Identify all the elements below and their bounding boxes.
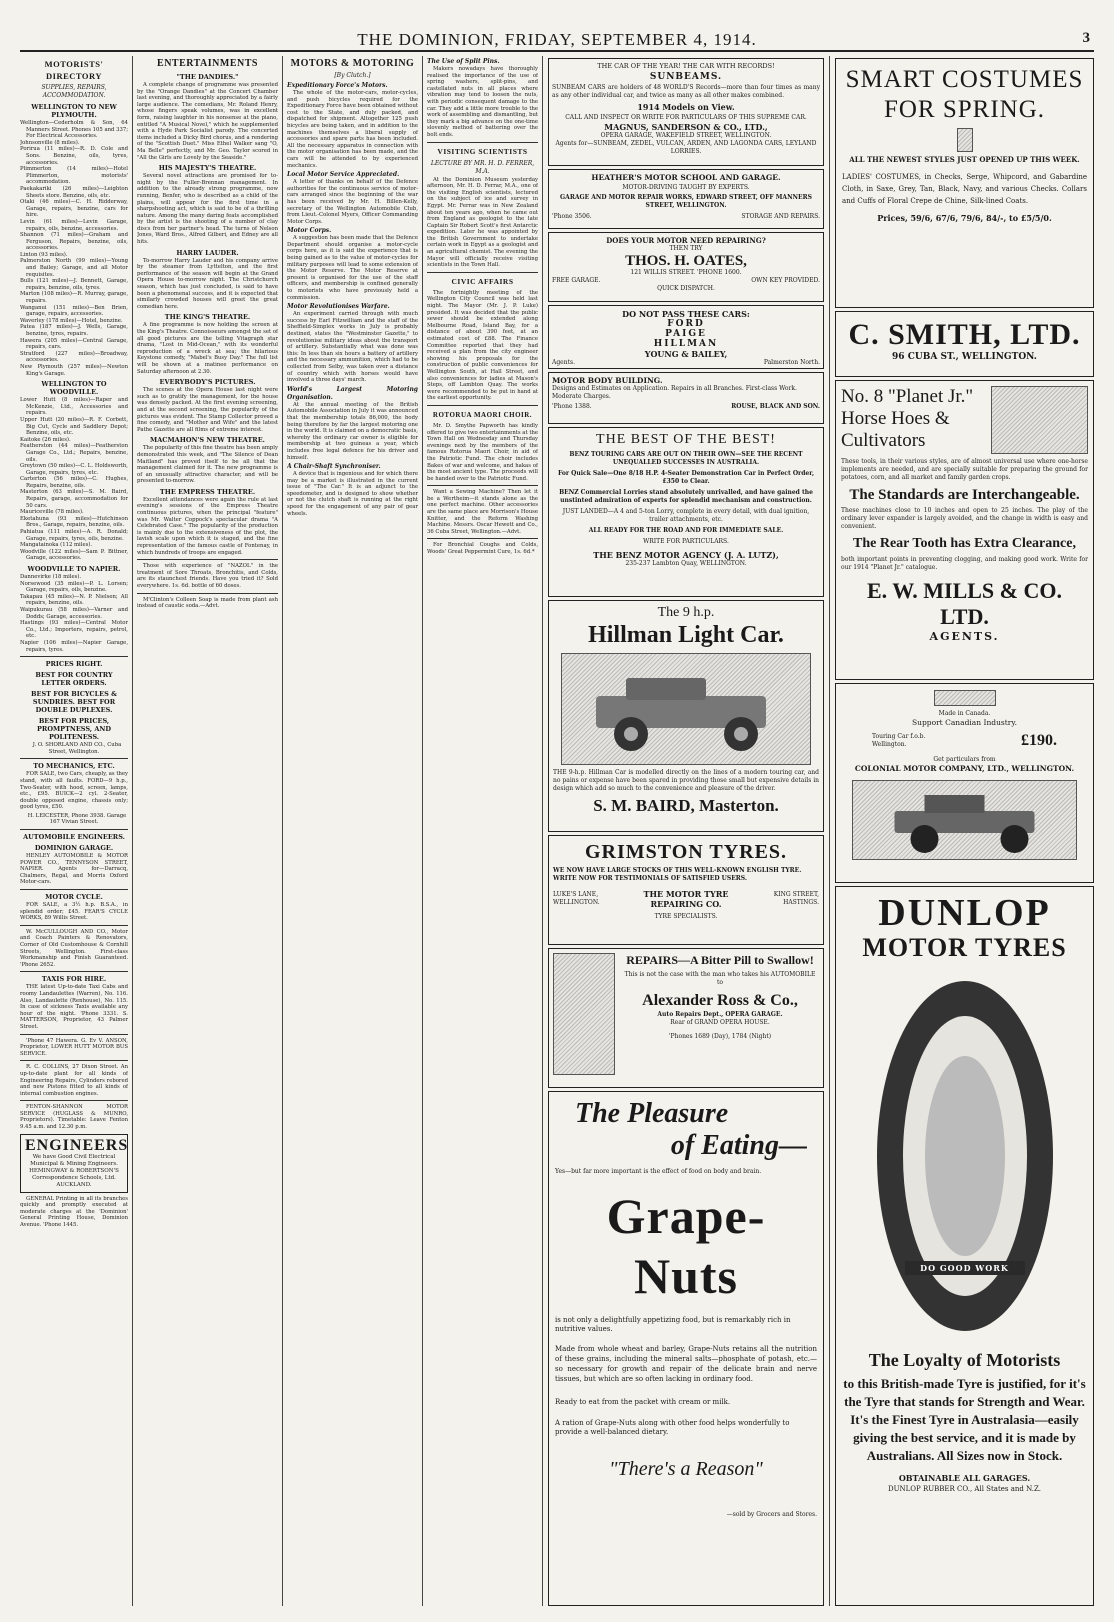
list-item: Porirua (11 miles)—R. D. Cole and Sons. Benzine, oils, tyres, accessories. <box>20 146 128 166</box>
sunbeam-dealer: MAGNUS, SANDERSON & CO., LTD., <box>604 122 768 132</box>
mills-name: E. W. MILLS & CO. LTD. <box>867 578 1062 629</box>
dunlop-ad <box>835 886 1094 1606</box>
article-subhead: THE EMPRESS THEATRE. <box>159 487 256 496</box>
page-number: 3 <box>1082 30 1090 46</box>
hillman-body: THE 9-h.p. Hillman Car is modelled directly on the lines of a modern touring car, and no pains or expense have been spared in providing those small but expensive details in design which add so much to the convenience and pleasure of the driver. <box>553 769 819 792</box>
prices-right: PRICES RIGHT. <box>45 660 103 669</box>
grimston-ad <box>548 835 824 945</box>
list-item: Pahiatua (111 miles)—A. R. Donald; Garage, repairs, tyres, oils, benzine. <box>20 529 128 542</box>
cars-dealer: YOUNG & BAILEY, <box>644 349 728 359</box>
sunbeam-models: 1914 Models on View. <box>637 102 735 112</box>
heather-line: GARAGE AND MOTOR REPAIR WORKS, EDWARD STREET, OFF MANNERS STREET, WELLINGTON. <box>560 194 812 209</box>
grimston-lane: LUKE'S LANE, WELLINGTON. <box>553 891 600 906</box>
article-subhead: MACMAHON'S NEW THEATRE. <box>150 436 265 445</box>
directory-subheading: SUPPLIES, REPAIRS, ACCOMMODATION. <box>41 84 107 99</box>
directory-heading: MOTORISTS' DIRECTORY <box>44 59 104 81</box>
entertainments-column <box>137 56 278 1606</box>
directory-section-title: WOODVILLE TO NAPIER. <box>27 565 121 573</box>
benz-dealer: THE BENZ MOTOR AGENCY (J. A. LUTZ), <box>593 550 779 560</box>
list-item: Bulls (121 miles)—J. Bennett, Garage, repairs, benzine, oils, tyres. <box>20 278 128 291</box>
article-body: To-morrow Harry Lauder and his company arrive by the steamer from Lyttelton, and the first performance of the season will begin at the Grand Opera House to-morrow night. The Christchurch season, which has just concluded, is said to have been a phenomenal success, and it is expected that similarly crowded houses will greet the great comedian here. <box>137 257 278 310</box>
list-item: Johnsonville (8 miles). <box>20 139 80 146</box>
directory-list <box>20 397 128 562</box>
article-subhead: Local Motor Service Appreciated. <box>287 171 400 179</box>
rouse-phone: 'Phone 1388. <box>552 403 592 410</box>
news-column <box>427 56 538 1606</box>
leicester-ad: H. LEICESTER, Phone 3938. Garage 167 Vivian Street. <box>27 812 127 826</box>
article-subhead: The Use of Split Pins. <box>427 58 500 65</box>
canada-line: Get particulars from <box>933 756 996 763</box>
heather-phone: 'Phone 3506. <box>552 213 592 220</box>
article-body: A device that is ingenious and for which there may be a market is illustrated in the current issue of "The Car." It is an adjunct to the speedometer, and is designed to show whether or not the clutch shaft is running at the right speed for the engagement of any pair of gear wheels. <box>287 471 418 517</box>
list-item: FORD <box>667 319 705 329</box>
planet-head: No. 8 "Planet Jr." <box>841 386 974 407</box>
list-item: Hawera (205 miles)—Central Garage, repairs, cars. <box>20 337 128 351</box>
article-subhead: A Chair-Shaft Synchroniser. <box>287 463 381 471</box>
hillman-dealer: S. M. BAIRD, Masterton. <box>593 796 779 815</box>
best-line: BEST FOR COUNTRY LETTER ORDERS. <box>35 671 113 688</box>
grapenuts-sold: —sold by Grocers and Stores. <box>726 1511 817 1518</box>
list-item: Paekakariki (26 miles)—Leighton Sheets store. Benzine, oils, etc. <box>20 185 128 199</box>
benz-line: BENZ TOURING CARS ARE OUT ON THEIR OWN—SEE THE RECENT UNEQUALLED SUCCESSES IN AUSTRALIA. <box>569 451 803 466</box>
planet-line: These machines close to 10 inches and open to 25 inches. The play of the ordinary lever expander is largely avoided, and the change in width is easy and convenient. <box>841 507 1088 530</box>
heather-storage: STORAGE AND REPAIRS. <box>741 213 820 220</box>
repairs-phones: 'Phones 1689 (Day), 1784 (Night) <box>668 1033 772 1040</box>
dunlop-headline: The Loyalty of Motorists <box>868 1350 1061 1370</box>
list-item: Waipukurau (58 miles)—Varner and Dodds; Garage, accessories. <box>20 606 128 620</box>
canada-line: Made in Canada. <box>938 710 991 717</box>
sunbeam-agents: Agents for—SUNBEAM, ZEDEL, VULCAN, ARDEN, AND LAGONDA CARS, LEYLAND LORRIES. <box>555 140 817 155</box>
costumes-line: LADIES' COSTUMES, in Checks, Serge, Whipcord, and Gabardine Cloth, in Saxe, Grey, Tan, Black, Navy, and various Checks. Collars and Cuffs of Floral Crepe de Chine, Silk-lined Coats. <box>842 173 1087 205</box>
list-item: Greytown (50 miles)—C. L. Holdsworth, Garage, repairs, tyres, etc. <box>20 463 128 476</box>
benz-line: BENZ Commercial Lorries stand absolutely unrivalled, and have gained the unstinted admiration of experts for splendid mechanism and construction. <box>559 489 813 504</box>
nazol-ad: Those with experience of "NAZOL" in the treatment of Sore Throats, Bronchitis, and Colds, are its staunchest friends. Have you tried it? Sold everywhere. 1s. 6d. bottle of 60 doses. <box>137 563 278 589</box>
canada-line: Support Canadian Industry. <box>912 718 1017 727</box>
benz-line: For Quick Sale—One 8/18 H.P. 4-Seater Demonstration Car in Perfect Order, £350 to Clear. <box>557 470 815 485</box>
canada-dealer: COLONIAL MOTOR COMPANY, LTD., WELLINGTON. <box>854 764 1075 773</box>
planet-head: Horse Hoes & <box>841 408 950 429</box>
list-item: Mauriceville (78 miles). <box>20 509 84 516</box>
planet-head: Cultivators <box>841 430 926 451</box>
ross-repairs-ad <box>548 948 824 1088</box>
list-item: Waverley (178 miles)—Hotel, benzine. <box>20 317 123 324</box>
entertainments-heading: ENTERTAINMENTS <box>157 58 258 69</box>
cars-agents: Agents. <box>552 359 575 366</box>
column-rule <box>422 56 423 1606</box>
masthead <box>20 30 1094 52</box>
maple-leaf-icon <box>934 690 996 706</box>
benz-address: 235-237 Lambton Quay, WELLINGTON. <box>625 560 747 567</box>
benz-line: WRITE FOR PARTICULARS. <box>643 538 729 545</box>
taxis-body: THE latest Up-to-date Taxi Cabs and roomy Landaulettes (Warren), No. 116. Also, Landaulette (Renhouse), No. 115. In case of sickness Taxis available any hour of the night. 'Phone 3331. S. MATTERSON, Proprietor, 43 Palmer Street. <box>20 984 128 1030</box>
costumes-prices: Prices, 59/6, 67/6, 79/6, 84/-, to £5/5/0. <box>877 213 1052 223</box>
list-item: Napier (106 miles)—Napier Garage, repairs, tyres. <box>20 639 128 653</box>
rotorua-body: Mr. D. Smythe Papworth has kindly offered to give two entertainments at the Town Hall on Wednesday and Thursday evenings next by the members of the famous Rotorua Maori Choir, in aid of the Patriotic Fund. The choir includes Bakes of war and welcome, and hakas of the most ancient type. The proceeds will be handed over to the Patriotic Fund. <box>427 422 538 482</box>
article-body: The scenes at the Opera House last night were such as to gratify the management, for the house was densely packed. At the first evening screening, and at the second screening, the popularity of the pictures was evident. The Stamp Collector proved a fine comedy, and "Mother and Wife" and the latest Pathe Gazette are all films of extreme interest. <box>137 387 278 433</box>
sunbeam-call: CALL AND INSPECT OR WRITE FOR PARTICULARS OF THIS SUPREME CAR. <box>565 114 807 121</box>
benz-line: JUST LANDED—A 4 and 5-ton Lorry, complete in every detail, with dual ignition, trailer attachments, etc. <box>562 508 810 523</box>
rotorua-heading: ROTORUA MAORI CHOIR. <box>432 410 533 419</box>
visiting-body: At the Dominion Museum yesterday afternoon, Mr. H. D. Ferrar, M.A., one of the visiting English scientists, lectured on the subject of ice and survey in Egypt. Mr. Ferrar was in New Zealand about ten years ago, when he came out from England as geologist to the late Captain Sir Robert Scott's first Antarctic expedition. Later he was appointed by the British Government to undertake certain work in Egypt as a geologist and an agricultural chemist. The evening the Mayor will officially receive visiting scientists in the Town Hall. <box>427 176 538 269</box>
car-illustration <box>561 653 811 765</box>
list-item: Eketahuna (93 miles)—Hutchinson Bros., Garage, repairs, benzine, oils. <box>20 515 128 529</box>
smith-name: C. SMITH, LTD. <box>848 318 1081 351</box>
dunlop-brand: DUNLOP <box>878 892 1051 934</box>
motoring-column <box>287 56 418 1606</box>
heather-head: HEATHER'S MOTOR SCHOOL AND GARAGE. <box>591 173 781 182</box>
dunlop-line: DUNLOP RUBBER CO., All States and N.Z. <box>888 1485 1041 1493</box>
oates-ad <box>548 232 824 302</box>
planet-tooth: The Rear Tooth has Extra Clearance, <box>853 536 1076 551</box>
car-list <box>552 319 820 349</box>
man-illustration <box>553 953 615 1075</box>
car-icon <box>562 654 810 764</box>
planet-standards: The Standards are Interchangeable. <box>849 487 1080 503</box>
collins-ad: R. C. COLLINS, 27 Dixon Street. An up-to-date plant for all kinds of Engineering Repairs, Cylinders rebored and new Pistons fitted to all kinds of internal combustion engines. <box>20 1064 128 1097</box>
dunlop-body: to this British-made Tyre is justified, for it's the Tyre that stands for Strength and Wear. It's the Finest Tyre in Australasia—easily giving the best service, and it is made by Australians. All Sizes now in Stock. <box>843 1376 1086 1463</box>
mechanics-heading: TO MECHANICS, ETC. <box>33 762 115 771</box>
rouse-ad <box>548 372 824 424</box>
grimston-king: KING STREET, HASTINGS. <box>773 891 819 906</box>
cars-town: Palmerston North. <box>763 359 820 366</box>
auto-engineers-heading: AUTOMOBILE ENGINEERS. <box>23 833 125 842</box>
list-item: Mangatainoka (112 miles). <box>20 542 93 549</box>
list-item: Masterton (63 miles)—S. M. Baird, Repairs, garage, accommodation for 50 cars. <box>20 489 128 509</box>
costumes-ad <box>835 58 1094 308</box>
grapenuts-line: is not only a delightfully appetizing food, but is remarkably rich in nutritive values. <box>555 1316 791 1333</box>
repairs-line: Rear of GRAND OPERA HOUSE. <box>670 1019 770 1026</box>
oates-then: THEN TRY <box>669 245 703 252</box>
list-item: Plimmerton (14 miles)—Hotel Plimmerton, motorists' accommodation. <box>20 166 128 186</box>
costumes-headline: FOR SPRING. <box>883 96 1046 123</box>
list-item: Shannon (71 miles)—Graham and Ferguson, Repairs, benzine, oils, accessories. <box>20 232 128 252</box>
young-bailey-ad <box>548 305 824 369</box>
article-body: A complete change of programme was presented by the "Orange Dandies" at the Concert Chamber last evening, and thoroughly appreciated by a fairly large audience. The comedians, Mr. Roland Henry, whose fingers speak volumes, was in excellent form, raising laughter in his nonsense at the piano, entitled "A Musical Novel," which he supplemented with a Hyde Park Socialist parody. The concerted items included a Dicky Bird chorus, and a rendering of the "Scottish Duet." Miss Ethel Walker sang "O, Ma Belle" perfectly, and Mr. Geo. Taylor scored in "All the Girls are Lovely by the Seaside." <box>137 82 278 161</box>
list-item: PAIGE <box>665 329 707 339</box>
soap-ad: M'Clinton's Colleen Soap is made from plant ash instead of caustic soda.—Advt. <box>137 596 278 610</box>
grapenuts-ad <box>548 1091 824 1606</box>
printing-ad: GENERAL Printing in all its branches quickly and promptly executed at moderate charges at the 'Dominion' General Printing House, Dominion Avenue. 'Phone 1445. <box>20 1195 128 1229</box>
article-subhead: Motor Revolutionises Warfare. <box>287 303 390 311</box>
list-item: Linton (93 miles). <box>20 251 68 258</box>
planet-line: These tools, in their various styles, are of almost universal use where one-horse implements are needed, and are specially suitable for preparing the ground for potatoes, corn, and all market and family garden crops. <box>841 458 1088 481</box>
grapenuts-line: Made from whole wheat and barley, Grape-Nuts retains all the nutrition of these grains, including the mineral salts—phosphate of potash, etc.—so necessary for growth and repair of the delicate brain and nerve tissues, but which are so often lacking in ordinary food. <box>555 1345 817 1383</box>
grimston-spec: TYRE SPECIALISTS. <box>654 913 718 920</box>
tyre-illustration <box>870 971 1060 1341</box>
cars-head: DO NOT PASS THESE CARS: <box>622 309 750 319</box>
motorists-directory-column <box>20 56 128 1606</box>
hillman-head: The 9 h.p. <box>657 605 715 620</box>
repairs-name: Alexander Ross & Co., <box>642 992 798 1009</box>
article-subhead: "THE DANDIES." <box>176 73 239 81</box>
civic-body: The fortnightly meeting of the Wellington City Council was held last night. The Mayor (Mr. J. P. Luke) presided. It was decided that the public sewer should be extended along Melbourne Road, Island Bay, for a distance of about 390 feet, at an estimated cost of £88. The Finance Committee reported that they had received a plan from the city engineer showing his proposals for the construction of public conveniences for Wellington South, at Hall Street, and also conveniences for ladies at Mason's Steps, off Lambton Quay. The works were recommended to be put in hand at the earliest opportunity. <box>427 289 538 402</box>
heather-ad <box>548 169 824 229</box>
article-subhead: Motor Corps. <box>287 227 332 235</box>
engineers-body: We have Good Civil Electrical Municipal & Mining Engineers. HEMINGWAY & ROBERTSON'S Correspondence Schools, Ltd. AUCKLAND. <box>29 1153 119 1188</box>
mills-agents: AGENTS. <box>929 630 1000 643</box>
list-item: Woodville (122 miles)—Sam P. Bittner, Garage, accessories. <box>20 548 128 562</box>
tyre-icon <box>870 971 1060 1341</box>
dunlop-line: OBTAINABLE ALL GARAGES. <box>898 1473 1031 1483</box>
list-item: Takapau (45 miles)—N. P. Nielsen; All repairs, benzine, oils. <box>20 593 128 607</box>
list-item: Wellington—Cederholm & Son, 64 Manners Street. Phones 105 and 337; For Electrical Accessories. <box>20 120 128 140</box>
visiting-sub: LECTURE BY MR. H. D. FERRER, M.A. <box>430 159 535 175</box>
dunlop-badge: DO GOOD WORK <box>905 1261 1025 1275</box>
list-item: Lower Hutt (8 miles)—Raper and McKenzie, Ltd., Accessories and repairs. <box>20 397 128 417</box>
article-body: At the annual meeting of the British Automobile Association in July it was announced that the membership totals 86,000, the body being therefore by far the largest motoring one in the world. It is claimed on a democratic basis, whereby the ordinary car owner is eligible for membership at two guineas a year, which includes free legal defence for his driver and himself. <box>287 401 418 461</box>
oates-quick: QUICK DISPATCH. <box>657 285 715 292</box>
heather-line: MOTOR-DRIVING TAUGHT BY EXPERTS. <box>622 184 750 191</box>
mccullough-ad: W. McCULLOUGH AND CO., Motor and Coach Painters & Renovators, Corner of Old Customhouse & Cornhill Streets, Wellington. First-class Workmanship and Finish Guaranteed. 'Phone 2652. <box>20 928 128 968</box>
benz-head: THE BEST OF THE BEST! <box>596 432 776 447</box>
article-body: The whole of the motor-cars, motor-cycles, and push bicycles required for the Expeditionary Force have been obtained without cost to the State, and duly packed, and dispatched for shipment. Altogether 125 push bicycles are being taken, and in addition to the machines themselves a liberal supply of accessories and spare parts has been included. All the necessary apparatus in connection with the motor organisation has been made, and the cars will be attended to by experienced mechanics. <box>287 90 418 169</box>
best-line: BEST FOR PRICES, PROMPTNESS, AND POLITENESS. <box>37 717 111 742</box>
shorland-ad: J. O. SHORLAND AND CO., Cuba Street, Wellington. <box>32 742 122 755</box>
best-line: BEST FOR BICYCLES & SUNDRIES. BEST FOR DOUBLE DUPLEXES. <box>31 690 117 715</box>
list-item: Kaitoke (26 miles). <box>20 436 71 443</box>
oates-address: 121 WILLIS STREET. 'PHONE 1600. <box>630 269 742 276</box>
sunbeam-body: SUNBEAM CARS are holders of 48 WORLD'S Records—more than four times as many as any other individual car, and twice as many as all other makes combined. <box>552 84 820 99</box>
smith-ad <box>835 311 1094 377</box>
grimston-company: THE MOTOR TYRE REPAIRING CO. <box>643 889 729 909</box>
fenton-ad: FENTON-SHANNON MOTOR SERVICE (HUGLASS & MUNRO, Proprietors). Timetable: Leave Fenton 9.45 a.m. and 12.30 p.m. <box>20 1104 128 1131</box>
grapenuts-slogan: "There's a Reason" <box>609 1458 763 1480</box>
article-subhead: HIS MAJESTY'S THEATRE. <box>158 164 257 173</box>
planet-line: both important points in preventing clogging, and making good work. Write for our 1914 "Planet Jr." catalogue. <box>841 556 1088 571</box>
list-item: Stratford (227 miles)—Broadway, accessories. <box>20 350 128 364</box>
list-item: Levin (61 miles)—Levin Garage, repairs, oils, benzine, accessories. <box>20 218 128 232</box>
visiting-heading: VISITING SCIENTISTS <box>437 146 528 156</box>
article-body: Makers nowadays have thoroughly realised the importance of the use of spring washers, split-pins, and castellated nuts in all places where vibration may tend to loosen the nuts, with periodic consequent damage to the car. They add a little more trouble to the work of assembling and dismantling, but they mark a big advance on the one-time slovenly method of battering over the bolt ends. <box>427 66 538 138</box>
article-body: Several novel attractions are promised for to-night by the Fuller-Brennan management. In addition to the already strong programme, now running, Benfer, who is described as a child of the plains, will appear for the first time in a sharpshooting act, which is said to be of a thrilling nature. Among the many daring feats accomplished by the artist is the shooting of a number of clay discs from her partner's head. The turns of Nelson Jones, Ward Bros., Alfred Gilberi, and Edney are all hits. <box>137 173 278 246</box>
directory-list <box>20 574 128 653</box>
article-subhead: THE KING'S THEATRE. <box>164 313 251 322</box>
list-item: Dannevirke (18 miles). <box>20 574 82 580</box>
list-item: Otaki (46 miles)—C. H. Ridderway, Garage, repairs, benzine, cars for hire. <box>20 199 128 219</box>
canada-price: £190. <box>1021 732 1057 749</box>
article-subhead: EVERYBODY'S PICTURES. <box>159 378 256 387</box>
motoring-byline: [By Clutch.] <box>334 72 371 79</box>
directory-section-title: WELLINGTON TO WOODVILLE. <box>41 380 107 397</box>
sewing-ad: Want a Sewing Machine? Then let it be a Wertheim—it stands alone as the one perfect machine. Other accessories are the same place are Morrison's House Knitter, and the Reform Washing Machine. Messrs. Oscar Hewett and Co., 36 Cuba Street, Wellington.—Advt. <box>427 489 538 535</box>
oates-question: DOES YOUR MOTOR NEED REPAIRING? <box>606 236 766 245</box>
dress-icon <box>957 128 973 152</box>
directory-list <box>20 120 128 377</box>
motoring-heading: MOTORS & MOTORING <box>290 58 415 69</box>
oates-free: FREE GARAGE. <box>552 277 601 284</box>
anson-ad: 'Phone 47 Hawera. G. Ev V. ANSON, Proprietor, LOWER HUTT MOTOR BUS SERVICE. <box>20 1037 128 1057</box>
rouse-head: MOTOR BODY BUILDING. <box>552 376 663 385</box>
article-body: An experiment carried through with much success by Earl Fitzwilliam and the staff of the Sheffield-Simplex works in July is probably destined, states the "Westminster Gazette," to revolutionise military ideas about the transport of artillery. Substantially what was done was this: In less than six hours a battery of artillery and the necessary ammunition, which had to be collected from Selby, was taken over a distance of country which with horses would have involved a three days' march. <box>287 311 418 384</box>
hillman-title: Hillman Light Car. <box>588 622 784 648</box>
grimston-line: WE NOW HAVE LARGE STOCKS OF THIS WELL-KNOWN ENGLISH TYRE. WRITE NOW FOR TESTIMONIALS OF SATISFIED USERS. <box>553 867 802 882</box>
list-item: Hastings (93 miles)—Central Motor Co., Ltd.; Importers, repairs, petrol, etc. <box>20 620 128 640</box>
repairs-line: This is not the case with the man who takes his AUTOMOBILE to <box>624 971 816 986</box>
list-item: New Plymouth (257 miles)—Newton King's Garage. <box>20 363 128 377</box>
directory-section-title: WELLINGTON TO NEW PLYMOUTH. <box>31 103 117 119</box>
dominion-garage: DOMINION GARAGE. <box>34 844 114 853</box>
coughs-ad: For Bronchial Coughs and Colds, Woods' Great Peppermint Cure, 1s. 6d.* <box>427 542 538 556</box>
engineers-ad <box>20 1134 128 1193</box>
article-body: The popularity of this fine theatre has been amply demonstrated this week, and "The Silence of Dean Maitland" has proved itself to be all that the management claimed for it. The new programme is of an unusually attractive character, and will be presented to-morrow. <box>137 445 278 485</box>
dunlop-brand-line: MOTOR TYRES <box>862 933 1067 962</box>
engineers-heading: ENGINEERS <box>25 1136 128 1154</box>
repairs-line: Auto Repairs Dept., OPERA GARAGE. <box>657 1011 783 1018</box>
sunbeam-head: THE CAR OF THE YEAR! THE CAR WITH RECORDS! <box>597 62 775 70</box>
repairs-head: REPAIRS—A Bitter Pill to Swallow! <box>626 953 814 967</box>
column-rule <box>282 56 283 1606</box>
grapenuts-line: Ready to eat from the packet with cream or milk. <box>555 1398 731 1406</box>
article-body: A fine programme is now holding the screen at the King's Theatre. Connoisseurs amongst the set of all good pictures are the telling Vitagraph star drama, "Lost in Mid-Ocean," with its wonderful reproduction of a wreck at sea; the hilarious Keystone comedy, "Mabel's Busy Day." The full list will be shown at a matinee performance on Saturday afternoon at 2.30. <box>137 322 278 375</box>
article-subhead: World's Largest Motoring Organisation. <box>287 385 418 401</box>
article-body: A suggestion has been made that the Defence Department should organise a motor-cycle corps here, as it is said the experience that is being gained as to the value of motor-cycles for military purposes will lead to some extension of the Motor Reserve. The Motor Reserve at present is organised for the use of the staff officers, and membership is confined generally to motorists who have previously held a commission. <box>287 235 418 301</box>
henley-ad: HENLEY AUTOMOBILE & MOTOR POWER CO., TENNYSON STREET, NAPIER. Agents for—Darracq, Chalmers, Regal, and Morris Oxford Motor-cars. <box>20 853 128 886</box>
grapenuts-line: A ration of Grape-Nuts along with other food helps wonderfully to provide a well-balanced dietary. <box>555 1419 790 1436</box>
list-item: Marton (108 miles)—R. Murray, garage, repairs. <box>20 291 128 305</box>
grapenuts-headline: The Pleasure <box>575 1098 729 1129</box>
smith-address: 96 CUBA ST., WELLINGTON. <box>892 352 1037 362</box>
taxis-heading: TAXIS FOR HIRE. <box>41 975 107 984</box>
rouse-name: ROUSE, BLACK AND SON. <box>731 403 820 410</box>
grapenuts-brand: Grape-Nuts <box>606 1188 766 1304</box>
benz-ad <box>548 427 824 597</box>
sunbeam-ad <box>548 58 824 166</box>
article-body: A letter of thanks on behalf of the Defence authorities for the continuous service of motor-cars arranged since the beginning of the war has been received by Mr. H. Billen-Kelly, secretary of the Wellington Automobile Club, from Lieut.-Colonel Myers, Officer Commanding Motor Corps. <box>287 179 418 225</box>
list-item: Palmerston North (99 miles)—Young and Bailey; Garage, and all Motor requisites. <box>20 258 128 278</box>
car-icon <box>853 781 1076 859</box>
column-rule <box>542 56 543 1606</box>
article-subhead: HARRY LAUDER. <box>176 248 239 257</box>
grapenuts-headline: of Eating— <box>670 1130 807 1161</box>
motor-cycle-body: FOR SALE, a 3½ h.p. B.S.A., in splendid order; £45. FEAR'S CYCLE WORKS, 89 Willis Street. <box>20 902 128 922</box>
motor-cycle-heading: MOTOR CYCLE. <box>45 893 103 902</box>
oates-own: OWN KEY PROVIDED. <box>751 277 820 284</box>
mechanics-body: FOR SALE, two Cars, cheaply, as they stand, with all faults. FORD—9 h.p., Two-Seater, with hood, screen, lamps, etc., £95. BUICK—2 cyl. 2-Seater, double opposed engine, chassis only; good tyres, £50. <box>20 771 128 811</box>
car-illustration <box>852 780 1077 860</box>
oates-name: THOS. H. OATES, <box>625 253 747 269</box>
sunbeam-brand: SUNBEAMS. <box>649 72 723 82</box>
article-body: Excellent attendances were again the rule at last evening's sessions of the Empress Theatre continuous pictures, when the principal "feature" was Mr. Walter Coppock's spectacular drama "A Celebrated Case." The popularity of the production is mainly due to the extensiveness of the plot, the lavish scale upon which it is staged, and the fine representation of the famous castle of Fontenay, in which hundreds of troops are engaged. <box>137 496 278 556</box>
list-item: Featherston (44 miles)—Featherston Garage Co., Ltd.; Repairs, benzine, oils. <box>20 443 128 463</box>
list-item: HILLMAN <box>653 339 719 349</box>
column-rule <box>132 56 133 1606</box>
costumes-headline: SMART COSTUMES <box>845 66 1084 93</box>
rouse-body: Designs and Estimates on Application. Repairs in all Branches. First-class Work. Moderate Charges. <box>552 385 797 400</box>
canada-touring: Touring Car f.o.b. Wellington. <box>872 733 926 748</box>
list-item: Norsewood (35 miles)—P. L. Lorsen; Garage, repairs, oils, benzine. <box>20 580 128 594</box>
grapenuts-line: Yes—but far more important is the effect of food on body and brain. <box>555 1168 762 1175</box>
civic-heading: CIVIC AFFAIRS <box>451 276 514 286</box>
column-rule <box>829 56 830 1606</box>
list-item: Wanganui (151 miles)—Ben Brien, garage, repairs, accessories. <box>20 304 128 318</box>
planet-jr-ad <box>835 380 1094 680</box>
costumes-line: ALL THE NEWEST STYLES JUST OPENED UP THIS WEEK. <box>849 155 1080 164</box>
sunbeam-address: OPERA GARAGE, WAKEFIELD STREET, WELLINGTON. <box>600 132 772 139</box>
list-item: Upper Hutt (20 miles)—R. F. Corbett, Big Cut, Cycle and Saddlery Depot; Benzine, oils, etc. <box>20 416 128 437</box>
masthead-title: THE DOMINION, FRIDAY, SEPTEMBER 4, 1914. <box>357 30 757 49</box>
benz-line: ALL READY FOR THE ROAD AND FOR IMMEDIATE SALE. <box>588 527 784 534</box>
list-item: Carterton (56 miles)—C. Hughes, Repairs, benzine, oils. <box>20 476 128 489</box>
grimston-head: GRIMSTON TYRES. <box>584 841 788 863</box>
article-subhead: Expeditionary Force's Motors. <box>287 82 388 89</box>
hillman-ad <box>548 600 824 832</box>
list-item: Patea (187 miles)—J. Wells, Garage, benzine, tyres, repairs. <box>20 324 128 337</box>
canada-car-ad <box>835 683 1094 883</box>
cultivator-illustration <box>991 386 1088 454</box>
